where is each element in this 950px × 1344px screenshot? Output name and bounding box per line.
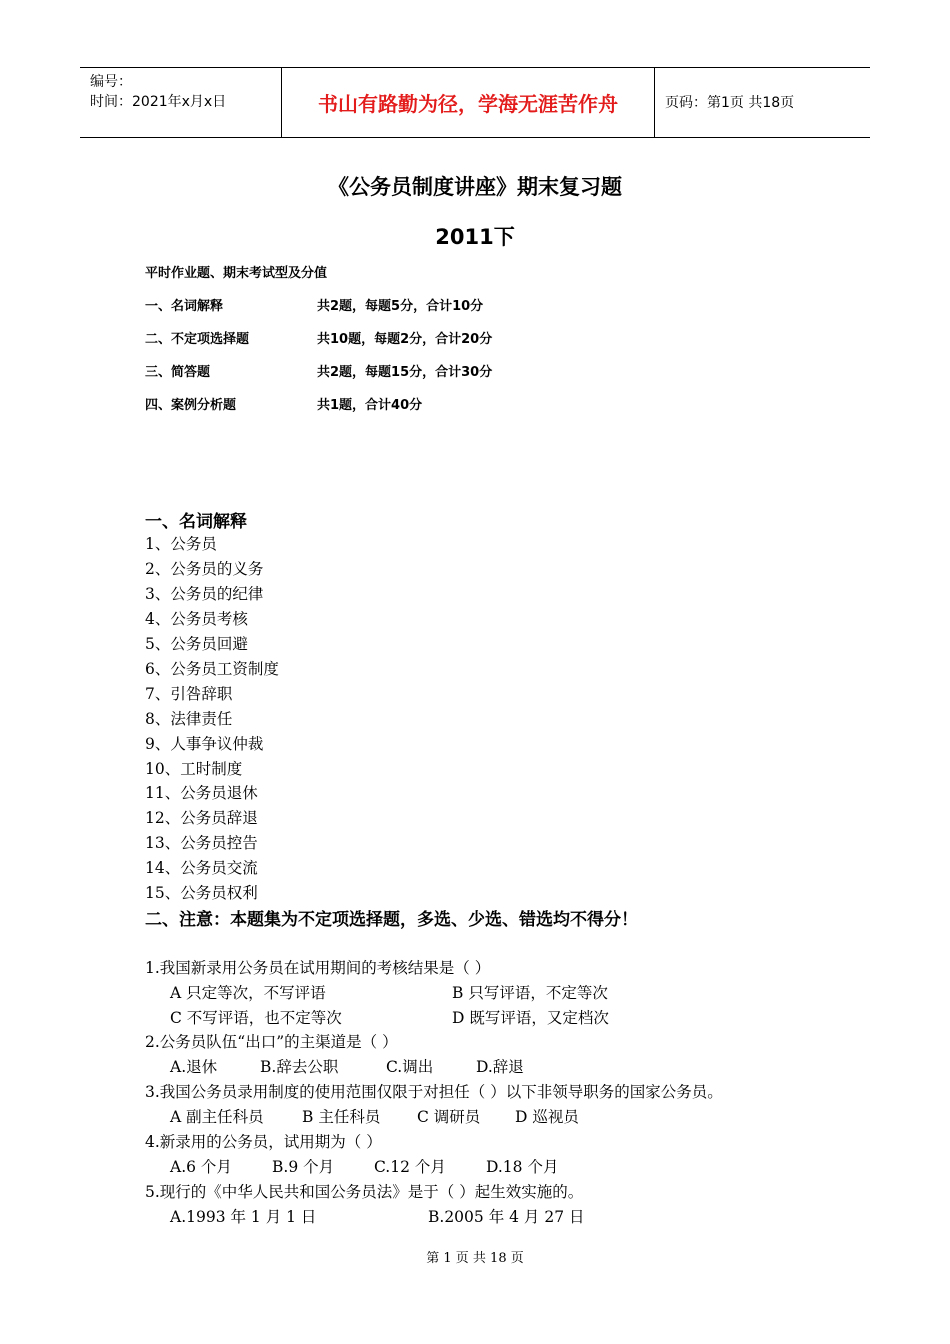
score-row-name: 二、不定项选择题 — [145, 332, 250, 347]
list-item: 11、公务员退休 — [145, 784, 258, 802]
option-c: C 不写评语，也不定等次 — [170, 1009, 342, 1027]
option-d: D.18 个月 — [486, 1158, 559, 1176]
option-d: D 巡视员 — [515, 1108, 579, 1126]
option-a: A.1993 年 1 月 1 日 — [170, 1208, 317, 1226]
score-row-name: 三、简答题 — [145, 365, 211, 380]
option-c: C.调出 — [386, 1058, 434, 1076]
list-item: 12、公务员辞退 — [145, 809, 258, 827]
time-label: 时间：2021年x月x日 — [90, 94, 227, 110]
question-text: 5.现行的《中华人民共和国公务员法》是于（ ）起生效实施的。 — [145, 1183, 584, 1201]
list-item: 9、人事争议仲裁 — [145, 735, 264, 753]
option-a: A 副主任科员 — [170, 1108, 264, 1126]
option-a: A.退休 — [170, 1058, 218, 1076]
intro-text: 平时作业题、期末考试型及分值 — [145, 266, 328, 281]
list-item: 2、公务员的义务 — [145, 560, 264, 578]
header-motto: 书山有路勤为径，学海无涯苦作舟 — [318, 92, 618, 116]
option-a: A.6 个月 — [170, 1158, 232, 1176]
question-text: 4.新录用的公务员，试用期为（ ） — [145, 1133, 382, 1151]
list-item: 3、公务员的纪律 — [145, 585, 264, 603]
option-d: D.辞退 — [476, 1058, 524, 1076]
list-item: 13、公务员控告 — [145, 834, 258, 852]
doc-subtitle: 2011下 — [435, 225, 515, 249]
option-d: D 既写评语，又定档次 — [452, 1009, 609, 1027]
list-item: 4、公务员考核 — [145, 610, 248, 628]
page-footer: 第 1 页 共 18 页 — [426, 1251, 524, 1266]
list-item: 8、法律责任 — [145, 710, 233, 728]
list-item: 15、公务员权利 — [145, 884, 258, 902]
header-meta — [90, 72, 226, 112]
option-b: B 只写评语，不定等次 — [452, 984, 608, 1002]
score-row-detail: 共1题，合计40分 — [317, 398, 423, 413]
option-b: B.2005 年 4 月 27 日 — [428, 1208, 585, 1226]
doc-title: 《公务员制度讲座》期末复习题 — [328, 175, 622, 199]
number-label: 编号： — [90, 74, 132, 90]
section2-heading: 二、注意：本题集为不定项选择题，多选、少选、错选均不得分！ — [145, 910, 638, 930]
option-c: C 调研员 — [417, 1108, 481, 1126]
score-row-detail: 共10题，每题2分，合计20分 — [317, 332, 493, 347]
header-divider — [654, 68, 655, 137]
list-item: 7、引咎辞职 — [145, 685, 233, 703]
option-a: A 只定等次，不写评语 — [170, 984, 326, 1002]
score-row-detail: 共2题，每题5分，合计10分 — [317, 299, 484, 314]
question-text: 3.我国公务员录用制度的使用范围仅限于对担任（ ）以下非领导职务的国家公务员。 — [145, 1083, 723, 1101]
option-b: B.辞去公职 — [260, 1058, 339, 1076]
question-text: 2.公务员队伍“出口”的主渠道是（ ） — [145, 1033, 398, 1051]
score-row-name: 四、案例分析题 — [145, 398, 237, 413]
section1-heading: 一、名词解释 — [145, 512, 247, 532]
page-header — [80, 67, 870, 138]
list-item: 1、公务员 — [145, 535, 217, 553]
option-b: B.9 个月 — [272, 1158, 335, 1176]
header-page-info: 页码：第1页 共18页 — [665, 95, 795, 111]
list-item: 5、公务员回避 — [145, 635, 248, 653]
list-item: 14、公务员交流 — [145, 859, 258, 877]
score-row-name: 一、名词解释 — [145, 299, 224, 314]
option-c: C.12 个月 — [374, 1158, 446, 1176]
question-text: 1.我国新录用公务员在试用期间的考核结果是（ ） — [145, 959, 491, 977]
option-b: B 主任科员 — [302, 1108, 381, 1126]
list-item: 10、工时制度 — [145, 760, 243, 778]
list-item: 6、公务员工资制度 — [145, 660, 279, 678]
score-row-detail: 共2题，每题15分，合计30分 — [317, 365, 493, 380]
